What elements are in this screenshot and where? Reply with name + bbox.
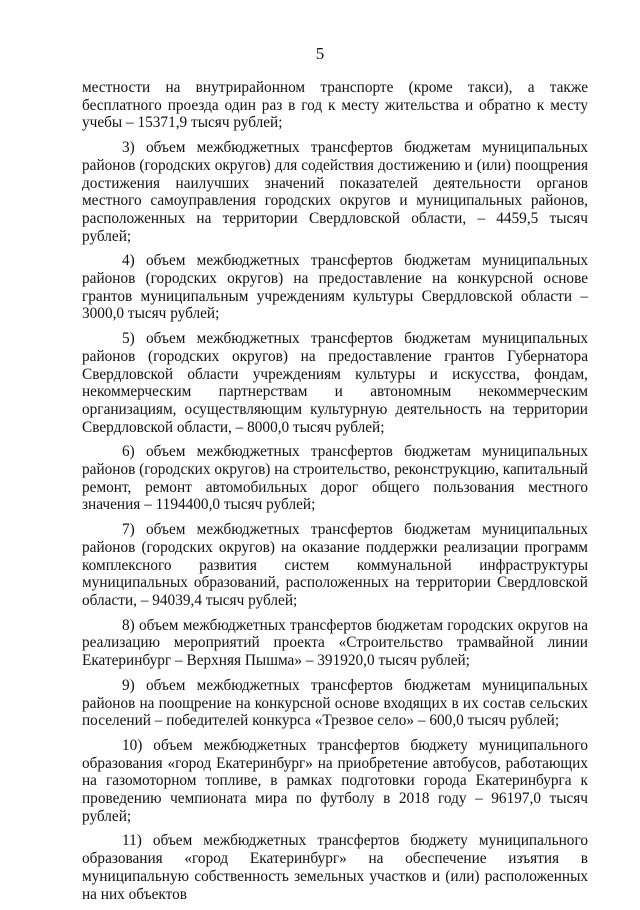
paragraph-item-3: 3) объем межбюджетных трансфертов бюджетам муниципальных районов (городских округов) для содействия достижению и (или) поощрения достижения наилучших значений показателей деятельности органов местного самоуправления городских округов и муниципальных районов, расположенных на территории Свердловской области, – 4459,5 тысяч рублей; <box>82 139 588 245</box>
paragraph-item-9: 9) объем межбюджетных трансфертов бюджетам муниципальных районов на поощрение на конкурсной основе входящих в их состав сельских поселений – победителей конкурса «Трезвое село» – 600,0 тысяч рублей; <box>82 676 588 730</box>
page-number: 5 <box>315 44 325 63</box>
paragraph-item-11: 11) объем межбюджетных трансфертов бюджету муниципального образования «город Екатеринбург» на обеспечение изъятия в муниципальную собственность земельных участков и (или) расположенных на них объектов <box>82 832 588 903</box>
paragraph-continuation: местности на внутрирайонном транспорте (кроме такси), а также бесплатного проезда один раз в год к месту жительства и обратно к месту учебы – 15371,9 тысяч рублей; <box>82 79 588 132</box>
paragraph-item-8: 8) объем межбюджетных трансфертов бюджетам городских округов на реализацию мероприятий проекта «Строительство трамвайной линии Екатеринбург – Верхняя Пышма» – 391920,0 тысяч рублей; <box>82 616 588 670</box>
paragraph-item-4: 4) объем межбюджетных трансфертов бюджетам муниципальных районов (городских округов) на предоставление на конкурсной основе грантов муниципальным учреждениям культуры Свердловской области – 3000,0 тысяч рублей; <box>82 252 588 323</box>
paragraph-item-5: 5) объем межбюджетных трансфертов бюджетам муниципальных районов (городских округов) на предоставление грантов Губернатора Свердловской области учреждениям культуры и искусства, фондам, некоммерческим партнерствам и автономным некоммерческим организациям, осуществляющим культурную деятельность на территории Свердловской области, – 8000,0 тысяч рублей; <box>82 330 588 436</box>
paragraph-item-7: 7) объем межбюджетных трансфертов бюджетам муниципальных районов (городских округов) на оказание поддержки реализации программ комплексного развития систем коммунальной инфраструктуры муниципальных образований, расположенных на территории Свердловской области, – 94039,4 тысяч рублей; <box>82 521 588 609</box>
document-body <box>82 79 588 910</box>
paragraph-item-6: 6) объем межбюджетных трансфертов бюджетам муниципальных районов (городских округов) на строительство, реконструкцию, капитальный ремонт, ремонт автомобильных дорог общего пользования местного значения – 1194400,0 тысяч рублей; <box>82 443 588 514</box>
paragraph-item-10: 10) объем межбюджетных трансфертов бюджету муниципального образования «город Екатеринбург» на приобретение автобусов, работающих на газомоторном топливе, в рамках подготовки города Екатеринбурга к проведению чемпионата мира по футболу в 2018 году – 96197,0 тысяч рублей; <box>82 736 588 825</box>
